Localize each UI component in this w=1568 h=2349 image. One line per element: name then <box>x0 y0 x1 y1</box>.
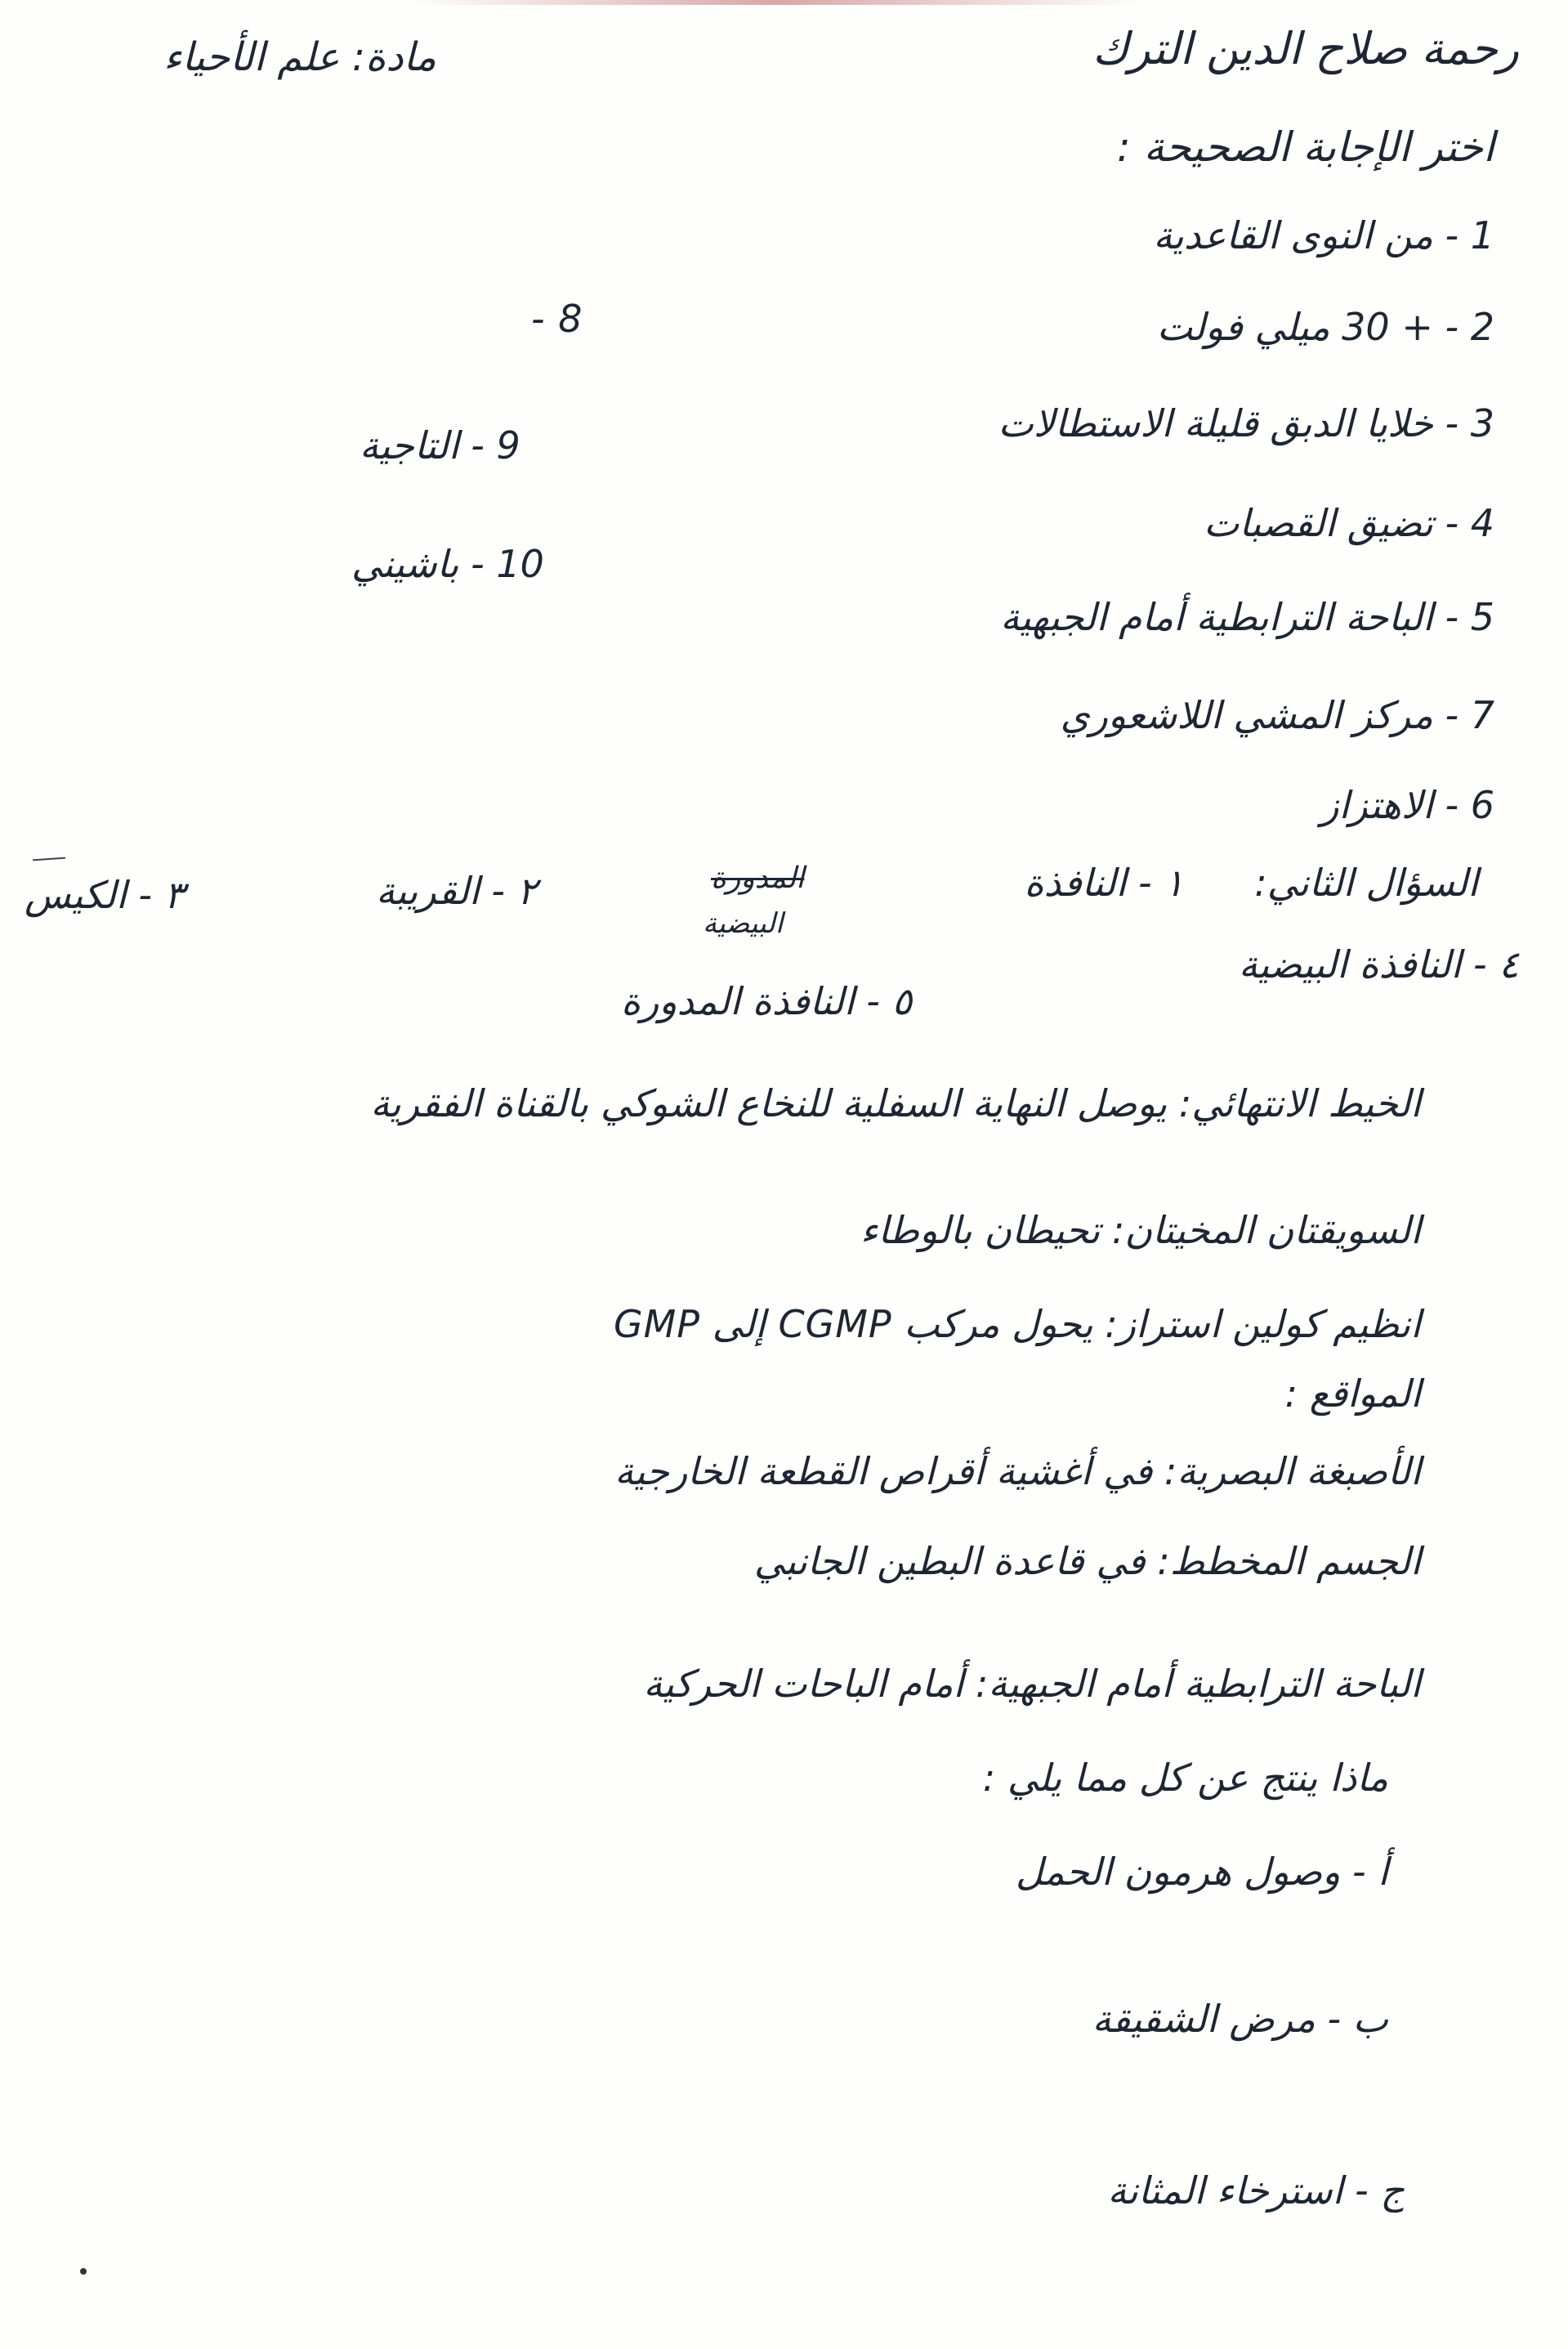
answer-5: 5 - الباحة الترابطية أمام الجبهية <box>1000 595 1494 639</box>
tick-mark <box>33 857 65 861</box>
results-title: ماذا ينتج عن كل مما يلي : <box>982 1756 1388 1800</box>
answer-10: 10 - باشيني <box>351 542 544 586</box>
answer-4: 4 - تضيق القصبات <box>1204 501 1494 545</box>
result-c: ج - استرخاء المثانة <box>1107 2168 1405 2213</box>
student-name: رحمة صلاح الدين الترك <box>1092 23 1519 74</box>
result-a: أ - وصول هرمون الحمل <box>1015 1850 1388 1894</box>
section2-label: السؤال الثاني: <box>1254 861 1478 905</box>
section2-item1-struck: المدورة <box>711 861 805 895</box>
section2-item3: ٣ - الكيس <box>25 873 185 917</box>
definition-3: انظيم كولين استراز: يحول مركب CGMP إلى GMP <box>613 1302 1421 1346</box>
location-3: الباحة الترابطية أمام الجبهية: أمام الباحات الحركية <box>643 1662 1421 1706</box>
answer-2: 2 - + 30 ميلي فولت <box>1156 305 1494 349</box>
section2-item5: ٥ - النافذة المدورة <box>621 979 913 1023</box>
answer-8: 8 - <box>531 297 583 341</box>
section2-item1-correction: البيضية <box>703 907 784 940</box>
answer-3: 3 - خلايا الدبق قليلة الاستطالات <box>998 401 1494 445</box>
subject-label: مادة: علم الأحياء <box>163 34 436 80</box>
section2-item2: ٢ - القريبة <box>376 869 538 913</box>
section1-title: اختر الإجابة الصحيحة : <box>1116 123 1494 171</box>
ink-dot <box>80 2268 87 2275</box>
answer-6: 6 - الاهتزاز <box>1320 783 1494 827</box>
locations-title: المواقع : <box>1284 1371 1421 1416</box>
definition-1: الخيط الانتهائي: يوصل النهاية السفلية للنخاع الشوكي بالقناة الفقرية <box>370 1081 1421 1125</box>
location-1: الأصبغة البصرية: في أغشية أقراص القطعة الخارجية <box>614 1449 1421 1493</box>
answer-1: 1 - من النوى القاعدية <box>1153 213 1494 257</box>
answer-7: 7 - مركز المشي اللاشعوري <box>1060 693 1494 737</box>
location-2: الجسم المخطط: في قاعدة البطين الجانبي <box>753 1539 1421 1583</box>
section2-item1: ١ - النافذة <box>1024 861 1184 905</box>
section2-item4: ٤ - النافذة البيضية <box>1238 942 1519 987</box>
paper-edge <box>409 0 1144 5</box>
definition-2: السويقتان المخيتان: تحيطان بالوطاء <box>860 1208 1421 1252</box>
answer-9: 9 - التاجية <box>360 423 520 468</box>
result-b: ب - مرض الشقيقة <box>1092 1997 1388 2041</box>
